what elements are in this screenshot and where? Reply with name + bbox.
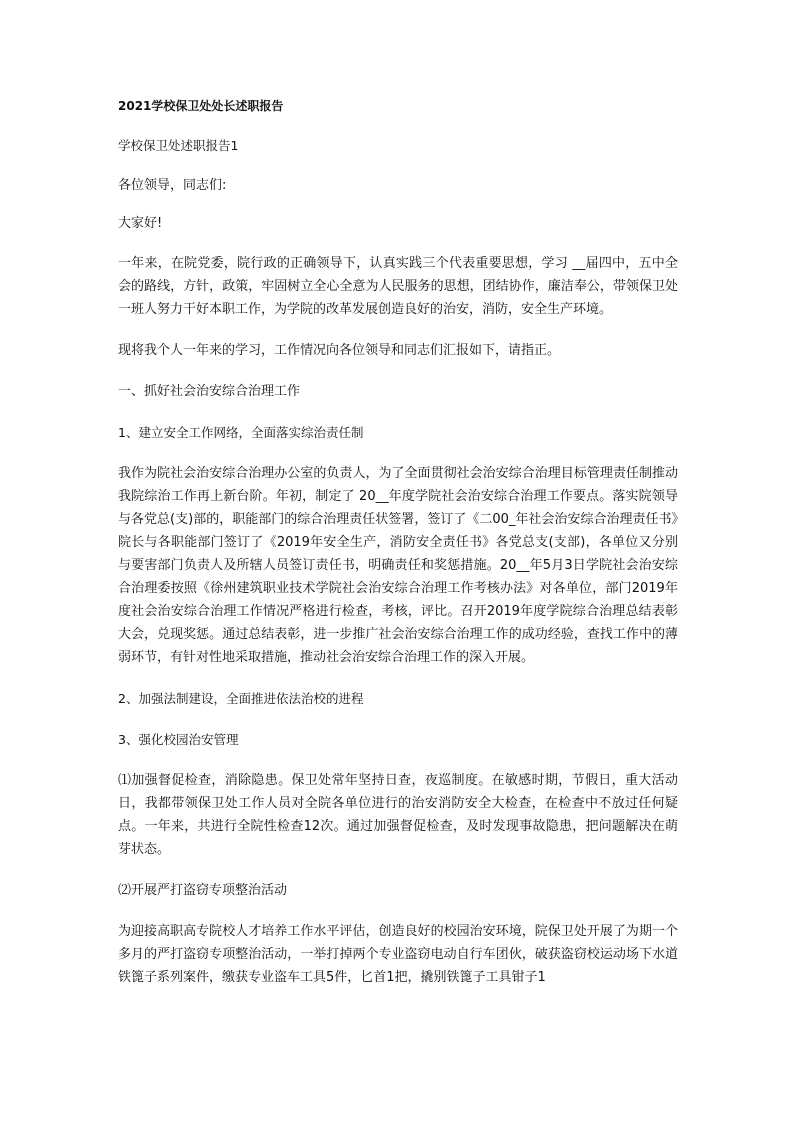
item-3-heading: 3、强化校园治安管理 <box>118 732 239 747</box>
report-intro-paragraph: 现将我个人一年来的学习，工作情况向各位领导和同志们汇报如下，请指正。 <box>118 343 561 358</box>
salutation: 各位领导，同志们: <box>118 178 227 193</box>
item-1-body: 我作为院社会治安综合治理办公室的负责人，为了全面贯彻社会治安综合治理目标管理责任制推动我院综治工作再上新台阶。年初，制定了 20__年度学院社会治安综合治理工作要点。落实院领导与各党总(支)部的，职能部门的综合治理责任状签署，签订了《二00_年社会治安综合治理责任书》院长与各职能部门签订了《2019年安全生产，消防安全责任书》各党总支(支部)，各单位又分别与要害部门负责人及所辖人员签订责任书，明确责任和奖惩措施。20__年5月3日学院社会治安综合治理委按照《徐州建筑职业技术学院社会治安综合治理工作考核办法》对各单位，部门2019年度社会治安综合治理工作情况严格进行检查，考核，评比。召开2019年度学院综合治理总结表彰大会，兑现奖惩。通过总结表彰，进一步推广社会治安综合治理工作的成功经验，查找工作中的薄弱环节，有针对性地采取措施，推动社会治安综合治理工作的深入开展。 <box>118 466 678 665</box>
intro-paragraph: 一年来，在院党委，院行政的正确领导下，认真实践三个代表重要思想，学习 __届四中，五中全会的路线，方针，政策，牢固树立全心全意为人民服务的思想，团结协作，廉洁奉公，带领保卫处一班人努力干好本职工作，为学院的改革发展创造良好的治安，消防，安全生产环境。 <box>118 256 678 317</box>
sub-2-heading: ⑵开展严打盗窃专项整治活动 <box>118 883 288 898</box>
item-2-heading: 2、加强法制建设，全面推进依法治校的进程 <box>118 691 364 706</box>
sub-2-body: 为迎接高职高专院校人才培养工作水平评估，创造良好的校园治安环境，院保卫处开展了为期一个多月的严打盗窃专项整治活动，一举打掉两个专业盗窃电动自行车团伙，破获盗窃校运动场下水道铁篦子系列案件，缴获专业盗车工具5件，匕首1把，撬别铁篦子工具钳子1 <box>118 924 678 985</box>
greeting: 大家好! <box>118 216 163 231</box>
section-1-heading: 一、抓好社会治安综合治理工作 <box>118 384 301 399</box>
item-1-heading: 1、建立安全工作网络，全面落实综治责任制 <box>118 425 364 440</box>
document-title: 2021学校保卫处处长述职报告 <box>118 99 284 113</box>
sub-1-body: ⑴加强督促检查，消除隐患。保卫处常年坚持日查，夜巡制度。在敏感时期，节假日，重大活动日，我都带领保卫处工作人员对全院各单位进行的治安消防安全大检查，在检查中不放过任何疑点。一年来，共进行全院性检查12次。通过加强督促检查，及时发现事故隐患，把问题解决在萌芽状态。 <box>118 773 678 857</box>
document-page <box>118 96 678 989</box>
report-subtitle: 学校保卫处述职报告1 <box>118 138 239 153</box>
